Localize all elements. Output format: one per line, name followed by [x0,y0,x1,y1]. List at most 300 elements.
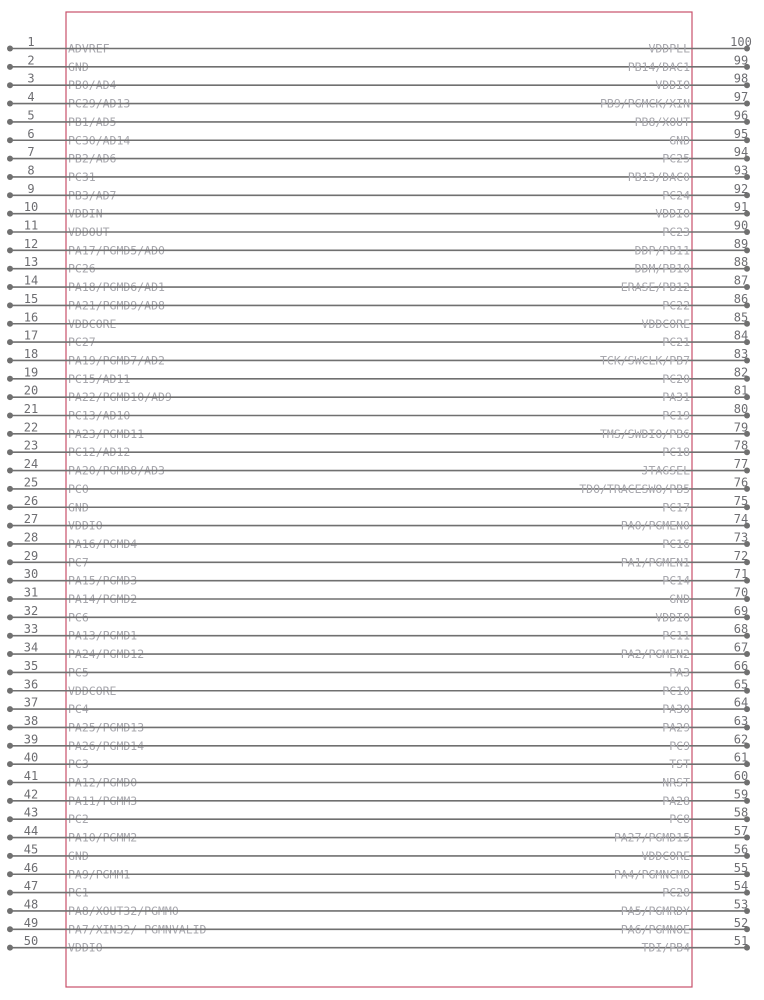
pin-name: PB8/XOUT [634,114,690,129]
pin-5 [7,108,116,128]
pin-endpoint-dot [7,376,13,382]
pin-63 [66,714,750,735]
pin-number: 47 [23,879,39,894]
pin-endpoint-dot [7,835,13,841]
pin-endpoint-dot [7,486,13,492]
pin-name: PC2 [68,812,89,827]
pin-name: VDDCORE [641,848,690,863]
pin-endpoint-dot [7,449,13,455]
pin-name: GND [68,848,89,863]
pin-26 [7,494,89,515]
pin-61 [66,751,750,772]
pin-name: PA26/PGMD14 [68,738,145,753]
pin-number: 11 [23,218,39,233]
pin-29 [7,549,89,570]
pin-endpoint-dot [7,247,13,253]
pin-name: PC15/AD11 [68,371,131,386]
pin-number: 27 [23,512,39,527]
pin-57 [66,824,750,845]
pin-endpoint-dot [7,394,13,400]
pin-59 [66,787,750,808]
pin-number: 90 [733,218,749,233]
pin-76 [66,475,750,496]
pin-number: 69 [733,603,749,618]
pin-35 [7,659,89,680]
pin-name: PC28 [662,885,690,900]
pin-endpoint-dot [7,706,13,712]
pin-number: 63 [733,713,749,728]
pin-name: PC23 [662,225,690,239]
pin-endpoint-dot [7,119,13,125]
pin-endpoint-dot [7,431,13,437]
pin-number: 52 [733,915,749,930]
pin-endpoint-dot [7,339,13,345]
pin-number: 46 [23,860,39,875]
pin-name: PA5/PGMRDY [620,903,690,918]
pin-name: GND [68,59,89,74]
pin-number: 94 [733,145,749,160]
pin-number: 55 [733,860,749,875]
pin-name: PA10/PGMM2 [68,830,138,845]
pin-name: TDI/PB4 [641,940,690,955]
pin-number: 79 [733,420,749,435]
pin-name: VDDOUT [68,225,110,239]
pin-number: 80 [733,402,749,416]
pin-name: PC13/AD10 [68,408,131,423]
pin-number: 25 [23,475,39,490]
pin-number: 20 [23,383,39,398]
pin-number: 48 [23,897,39,912]
pin-name: DDM/PB10 [634,261,690,276]
pin-name: PA18/PGMD6/AD1 [68,280,165,295]
pin-name: PA14/PGMD2 [68,592,138,606]
pin-number: 59 [733,787,749,802]
pin-74 [66,512,750,533]
pin-75 [66,494,750,515]
pin-name: PA4/PGMNCMD [613,867,690,882]
pin-68 [66,622,750,643]
pin-70 [66,586,750,607]
pin-number: 62 [733,732,749,747]
pin-name: PA24/PGMD12 [68,647,145,662]
pin-84 [66,329,750,350]
pin-name: VDDIO [655,206,690,221]
pin-endpoint-dot [7,724,13,730]
pin-number: 83 [733,346,749,361]
pin-name: PC25 [662,151,690,166]
pin-60 [66,769,750,790]
pin-number: 18 [23,346,39,361]
pin-name: PC7 [68,555,89,570]
pin-endpoint-dot [7,688,13,694]
pin-82 [66,365,750,386]
pin-endpoint-dot [7,578,13,584]
pin-number: 73 [733,530,749,545]
pin-endpoint-dot [7,302,13,308]
pin-number: 35 [23,658,39,673]
pin-62 [66,732,750,753]
pin-number: 81 [733,383,749,398]
pin-name: PB2/AD6 [68,151,117,166]
pin-number: 89 [733,236,749,251]
pin-name: PC19 [662,408,690,423]
pin-56 [66,842,750,863]
pin-47 [7,879,89,900]
pin-name: PA31 [662,390,690,405]
pin-number: 12 [23,236,39,251]
pin-endpoint-dot [7,468,13,474]
pin-name: PC29/AD13 [68,96,131,111]
pin-endpoint-dot [7,357,13,363]
pin-13 [7,255,96,276]
pin-endpoint-dot [7,816,13,822]
pin-name: JTAGSEL [641,463,690,478]
pin-name: PC8 [669,812,690,827]
pin-name: PA0/PGMEN0 [620,518,690,533]
pin-number: 22 [23,420,39,435]
pin-number: 45 [23,842,39,857]
pin-number: 43 [23,805,39,820]
pin-name: PC18 [662,445,690,460]
pin-name: VDDIO [68,518,103,533]
pin-number: 33 [23,622,39,637]
pin-name: VDDIO [655,78,690,93]
pin-58 [66,806,750,827]
pin-45 [7,842,89,863]
pin-number: 1 [27,35,35,49]
pin-name: PB0/AD4 [68,78,117,93]
pin-name: PA17/PGMD5/AD0 [68,243,165,258]
pin-number: 60 [733,769,749,783]
pin-name: PA16/PGMD4 [68,536,138,551]
pin-number: 57 [733,824,749,839]
pin-name: PC4 [68,702,89,717]
pin-79 [66,420,750,441]
pin-name: PA2/PGMEN2 [620,647,690,662]
pin-43 [7,806,89,827]
pin-87 [66,274,750,295]
pin-name: PB3/AD7 [68,188,117,203]
pin-name: GND [669,592,690,606]
pin-endpoint-dot [7,523,13,529]
pin-number: 74 [733,512,749,527]
pin-number: 37 [23,695,39,710]
pin-name: TDO/TRACESWO/PB5 [579,481,690,496]
pin-number: 51 [733,934,749,949]
pin-name: PA1/PGMEN1 [620,555,690,570]
pin-number: 10 [23,200,39,215]
pin-name: PC24 [662,188,690,203]
pin-endpoint-dot [7,137,13,143]
pin-90 [66,219,750,240]
pin-number: 2 [27,53,35,68]
pin-number: 26 [23,493,39,508]
pin-71 [66,567,750,588]
pin-25 [7,475,89,496]
pin-endpoint-dot [7,871,13,877]
pin-name: PA19/PGMD7/AD2 [68,353,165,368]
pin-name: PC30/AD14 [68,133,131,148]
pin-number: 66 [733,658,749,673]
pin-endpoint-dot [7,596,13,602]
pin-name: PC12/AD12 [68,445,131,460]
pin-50 [7,934,103,955]
pin-number: 5 [27,108,35,123]
pin-number: 9 [27,181,35,196]
pin-98 [66,72,750,93]
pin-96 [66,108,750,128]
pin-51 [66,934,750,955]
pin-number: 4 [27,90,35,105]
pin-95 [66,127,750,148]
pin-name: PC27 [68,335,96,350]
pin-name: GND [68,500,89,515]
pin-number: 39 [23,732,39,747]
pin-name: NRST [662,775,690,790]
pin-name: VDDIN [68,206,103,221]
pin-endpoint-dot [7,780,13,786]
pin-80 [66,402,750,423]
pin-name: PC16 [662,536,690,551]
pin-73 [66,530,750,551]
pin-name: PA3 [669,665,690,680]
pin-name: VDDPLL [648,41,690,56]
pin-name: PA21/PGMD9/AD8 [68,298,165,313]
pin-name: PC21 [662,335,690,350]
pin-endpoint-dot [7,321,13,327]
pin-name: PA29 [662,720,690,735]
pin-name: PB13/DAC0 [627,169,690,184]
pin-number: 30 [23,567,39,582]
pin-name: TCK/SWCLK/PB7 [599,353,690,368]
pin-number: 64 [733,695,749,710]
pin-93 [66,163,750,184]
pin-7 [7,145,117,166]
pin-77 [66,457,750,478]
pin-name: PC22 [662,298,690,313]
pin-name: PA7/XIN32/ PGMNVALID [68,922,207,937]
pin-name: VDDCORE [641,316,690,331]
pin-number: 82 [733,365,749,380]
pin-endpoint-dot [7,101,13,107]
pin-27 [7,512,103,533]
pin-name: PB14/DAC1 [627,59,690,74]
pin-37 [7,696,89,717]
pin-99 [66,53,750,74]
pin-name: PA27/PGMD15 [613,830,690,845]
pin-40 [7,751,89,772]
pin-name: PC26 [68,261,96,276]
pin-number: 29 [23,548,39,563]
pin-name: PC17 [662,500,690,515]
pin-endpoint-dot [7,504,13,510]
pin-8 [7,163,96,184]
pin-number: 53 [733,897,749,912]
pin-3 [7,72,117,93]
pin-17 [7,329,96,350]
pin-number: 7 [27,145,35,160]
pin-number: 21 [23,402,39,416]
pin-number: 38 [23,713,39,728]
pin-94 [66,145,750,166]
pin-number: 14 [23,273,39,288]
pin-name: VDDCORE [68,316,117,331]
pin-65 [66,677,750,698]
pin-number: 49 [23,915,39,930]
pin-number: 87 [733,273,749,288]
pin-name: PC1 [68,885,89,900]
pin-endpoint-dot [7,614,13,620]
pin-name: PC11 [662,628,690,643]
pin-69 [66,604,750,625]
pin-2 [7,53,89,74]
pin-number: 58 [733,805,749,820]
pin-name: PC0 [68,481,89,496]
pin-92 [66,182,750,203]
pin-number: 41 [23,769,39,783]
pin-endpoint-dot [7,633,13,639]
pin-number: 54 [733,879,749,894]
pin-name: PA20/PGMD8/AD3 [68,463,165,478]
pin-endpoint-dot [7,266,13,272]
pin-endpoint-dot [7,229,13,235]
pin-name: PC10 [662,683,690,698]
pin-number: 23 [23,438,39,453]
pin-name: TMS/SWDIO/PB6 [599,426,690,441]
pin-100 [66,35,752,56]
pin-number: 31 [23,585,39,600]
pin-number: 36 [23,677,39,692]
pin-endpoint-dot [7,192,13,198]
pin-number: 77 [733,457,749,472]
pin-number: 32 [23,603,39,618]
pin-name: PC6 [68,610,89,625]
pin-54 [66,879,750,900]
pin-name: PA30 [662,702,690,717]
pin-name: PA8/XOUT32/PGMM0 [68,903,179,918]
pin-number: 100 [730,35,752,49]
pin-number: 42 [23,787,39,802]
pin-number: 99 [733,53,749,68]
pin-78 [66,439,750,460]
pin-endpoint-dot [7,761,13,767]
pin-11 [7,219,110,240]
pin-name: VDDCORE [68,683,117,698]
left-pin-group [7,35,207,955]
pin-6 [7,127,130,148]
pin-85 [66,310,750,331]
pin-number: 8 [27,163,35,178]
pin-number: 70 [733,585,749,600]
pin-number: 17 [23,328,39,343]
pin-number: 93 [733,163,749,178]
pin-endpoint-dot [7,284,13,290]
pin-91 [66,200,750,221]
pin-number: 15 [23,291,39,306]
pin-number: 61 [733,750,749,765]
pin-endpoint-dot [7,908,13,914]
pin-number: 67 [733,640,749,655]
pin-number: 28 [23,530,39,545]
pin-endpoint-dot [7,559,13,565]
pin-endpoint-dot [7,211,13,217]
pin-55 [66,861,750,882]
pin-name: PA15/PGMD3 [68,573,138,588]
pin-number: 91 [733,200,749,215]
pin-endpoint-dot [7,669,13,675]
pin-name: PA9/PGMM1 [68,867,131,882]
pin-name: PB1/AD5 [68,114,117,129]
pin-number: 34 [23,640,39,655]
pin-number: 84 [733,328,749,343]
pin-72 [66,549,750,570]
pin-66 [66,659,750,680]
pin-name: VDDIO [655,610,690,625]
pin-number: 40 [23,750,39,765]
pin-name: ERASE/PB12 [620,280,690,295]
pin-number: 13 [23,255,39,270]
pin-endpoint-dot [7,798,13,804]
pin-number: 3 [27,71,35,86]
pin-name: PA12/PGMD0 [68,775,138,790]
pin-endpoint-dot [7,651,13,657]
pin-name: PC3 [68,757,89,772]
pin-endpoint-dot [7,743,13,749]
pin-number: 16 [23,310,39,325]
pin-97 [66,90,750,111]
pin-name: ADVREF [68,41,110,56]
pin-endpoint-dot [7,82,13,88]
pin-number: 98 [733,71,749,86]
pin-64 [66,696,750,717]
pin-number: 72 [733,548,749,563]
pin-name: PC20 [662,371,690,386]
pin-number: 96 [733,108,749,123]
pin-name: PC31 [68,169,96,184]
pin-name: GND [669,133,690,148]
right-pin-group [66,35,752,955]
pin-67 [66,641,750,662]
pin-1 [7,35,110,56]
pin-name: PA22/PGMD10/AD9 [68,390,172,405]
pin-10 [7,200,103,221]
pin-name: PA13/PGMD1 [68,628,138,643]
pin-name: PA25/PGMD13 [68,720,145,735]
pin-endpoint-dot [7,413,13,419]
pin-name: VDDIO [68,940,103,955]
pin-name: PB9/PGMCK/XIN [599,96,690,111]
pin-name: PC14 [662,573,690,588]
pin-endpoint-dot [7,156,13,162]
pin-number: 65 [733,677,749,692]
pin-83 [66,347,750,368]
pin-endpoint-dot [7,541,13,547]
pin-name: PA28 [662,793,690,808]
pin-name: PC5 [68,665,89,680]
pin-86 [66,292,750,313]
pin-number: 24 [23,457,39,472]
pin-number: 6 [27,126,35,141]
pin-number: 85 [733,310,749,325]
pin-88 [66,255,750,276]
pin-number: 88 [733,255,749,270]
pin-number: 44 [23,824,39,839]
pin-name: DDP/PB11 [634,243,690,258]
pin-endpoint-dot [7,853,13,859]
pin-number: 56 [733,842,749,857]
pin-number: 86 [733,291,749,306]
pin-number: 19 [23,365,39,380]
